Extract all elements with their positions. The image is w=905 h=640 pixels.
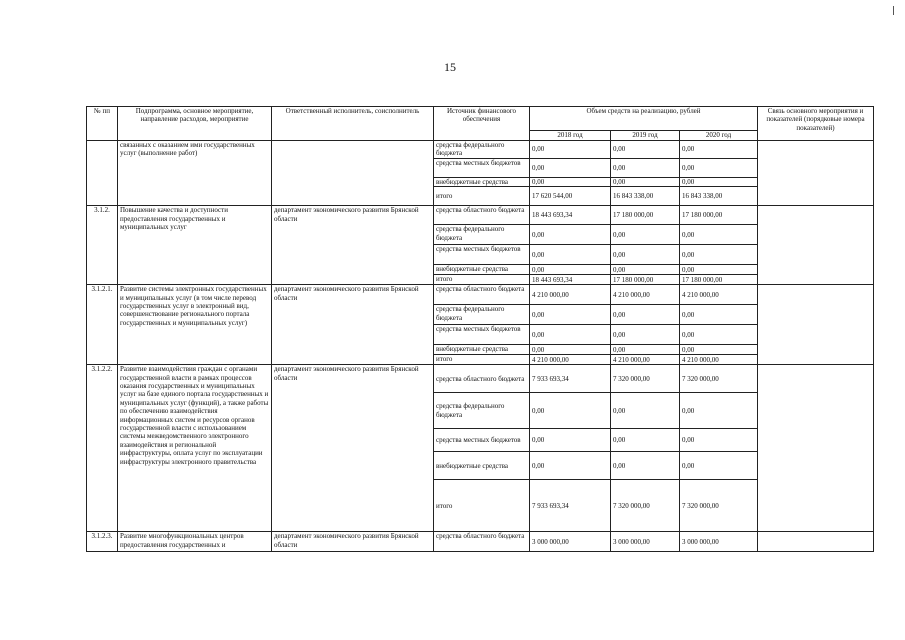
amount-2018: 0,00 [530,245,611,265]
amount-2020: 0,00 [680,393,758,429]
source-regional: средства областного бюджета [434,285,530,305]
amount-2019: 0,00 [611,429,680,452]
amount-2019: 0,00 [611,141,680,159]
amount-2020: 0,00 [680,158,758,177]
amount-2020: 0,00 [680,345,758,355]
source-regional: средства областного бюджета [434,365,530,393]
amount-2019: 4 210 000,00 [611,285,680,305]
amount-2020: 3 000 000,00 [680,532,758,552]
amount-2018: 0,00 [530,325,611,345]
header-amount: Объем средств на реализацию, рублей [530,107,758,131]
row-executor: департамент экономического развития Брянской области [272,365,434,532]
header-source: Источник финансового обеспечения [434,107,530,141]
source-local: средства местных бюджетов [434,245,530,265]
header-year-2020: 2020 год [680,131,758,141]
amount-2018: 4 210 000,00 [530,285,611,305]
amount-2020: 4 210 000,00 [680,355,758,365]
amount-2019: 0,00 [611,452,680,480]
source-federal: средства федерального бюджета [434,225,530,245]
source-total: итого [434,480,530,532]
amount-2018: 17 620 544,00 [530,187,611,206]
amount-2020: 16 843 338,00 [680,187,758,206]
row-name: связанных с оказанием ими государственных услуг (выполнение работ) [118,141,272,206]
row-name: Развитие системы электронных государственных и муниципальных услуг (в том числе перевод государственных услуг в электронный вид, совершенствование регионального портала государственных и муниципальных услуг) [118,285,272,365]
table-header-row [87,107,874,131]
header-link: Связь основного мероприятия и показателей (порядковые номера показателей) [758,107,874,141]
row-executor: департамент экономического развития Брянской области [272,532,434,552]
row-link [758,141,874,206]
amount-2018: 0,00 [530,345,611,355]
amount-2019: 17 180 000,00 [611,206,680,225]
amount-2018: 0,00 [530,452,611,480]
row-executor: департамент экономического развития Брянской области [272,206,434,285]
amount-2020: 7 320 000,00 [680,365,758,393]
amount-2018: 0,00 [530,305,611,325]
amount-2020: 0,00 [680,177,758,186]
row-link [758,206,874,285]
amount-2018: 4 210 000,00 [530,355,611,365]
amount-2020: 7 320 000,00 [680,480,758,532]
amount-2018: 3 000 000,00 [530,532,611,552]
row-num: 3.1.2.3. [87,532,118,552]
source-federal: средства федерального бюджета [434,305,530,325]
table-row [87,206,874,225]
amount-2018: 0,00 [530,393,611,429]
table-row [87,365,874,393]
amount-2019: 4 210 000,00 [611,355,680,365]
amount-2019: 0,00 [611,177,680,186]
table-row [87,532,874,552]
row-link [758,365,874,532]
table-row [87,285,874,305]
row-num: 3.1.2. [87,206,118,285]
funding-table [86,106,874,552]
header-year-2018: 2018 год [530,131,611,141]
row-executor [272,141,434,206]
amount-2020: 4 210 000,00 [680,285,758,305]
amount-2020: 0,00 [680,265,758,275]
amount-2019: 0,00 [611,305,680,325]
source-local: средства местных бюджетов [434,325,530,345]
source-local: средства местных бюджетов [434,429,530,452]
row-name: Развитие многофункциональных центров предоставления государственных и [118,532,272,552]
amount-2018: 7 933 693,34 [530,480,611,532]
row-num [87,141,118,206]
amount-2018: 0,00 [530,225,611,245]
amount-2020: 0,00 [680,141,758,159]
source-local: средства местных бюджетов [434,158,530,177]
amount-2019: 0,00 [611,245,680,265]
row-link [758,532,874,552]
amount-2019: 17 180 000,00 [611,275,680,285]
amount-2019: 0,00 [611,393,680,429]
row-executor: департамент экономического развития Брянской области [272,285,434,365]
row-link [758,285,874,365]
source-total: итого [434,187,530,206]
source-extra: внебюджетные средства [434,265,530,275]
row-name: Развитие взаимодействия граждан с органами государственной власти в рамках процессов оказания государственных и муниципальных услуг на базе единого портала государственных и муниципальных услуг (функций), а также работы по обеспечению взаимодействия информационных систем и ресурсов органов государственной власти с использованием системы межведомственного электронного взаимодействия и региональной инфраструктуры, оплата услуг по эксплуатации инфраструктуры электронного правительства [118,365,272,532]
amount-2018: 18 443 693,34 [530,206,611,225]
amount-2019: 0,00 [611,325,680,345]
amount-2019: 7 320 000,00 [611,365,680,393]
scan-edge-mark [893,6,894,15]
amount-2019: 16 843 338,00 [611,187,680,206]
page-number: 15 [444,60,456,74]
amount-2020: 0,00 [680,245,758,265]
source-total: итого [434,275,530,285]
header-year-2019: 2019 год [611,131,680,141]
header-subprogram: Подпрограмма, основное мероприятие, направление расходов, мероприятие [118,107,272,141]
amount-2020: 17 180 000,00 [680,275,758,285]
amount-2019: 0,00 [611,158,680,177]
amount-2018: 0,00 [530,158,611,177]
amount-2019: 3 000 000,00 [611,532,680,552]
amount-2019: 0,00 [611,225,680,245]
amount-2020: 0,00 [680,325,758,345]
amount-2018: 0,00 [530,177,611,186]
source-extra: внебюджетные средства [434,452,530,480]
source-federal: средства федерального бюджета [434,141,530,159]
amount-2018: 0,00 [530,141,611,159]
source-extra: внебюджетные средства [434,345,530,355]
amount-2019: 7 320 000,00 [611,480,680,532]
source-regional: средства областного бюджета [434,532,530,552]
amount-2020: 0,00 [680,225,758,245]
source-regional: средства областного бюджета [434,206,530,225]
table-row [87,141,874,159]
row-num: 3.1.2.2. [87,365,118,532]
amount-2018: 18 443 693,34 [530,275,611,285]
amount-2020: 0,00 [680,305,758,325]
amount-2018: 7 933 693,34 [530,365,611,393]
row-num: 3.1.2.1. [87,285,118,365]
amount-2020: 0,00 [680,452,758,480]
amount-2019: 0,00 [611,265,680,275]
header-num: № пп [87,107,118,141]
amount-2019: 0,00 [611,345,680,355]
row-name: Повышение качества и доступности предоставления государственных и муниципальных услуг [118,206,272,285]
amount-2018: 0,00 [530,429,611,452]
amount-2020: 17 180 000,00 [680,206,758,225]
amount-2020: 0,00 [680,429,758,452]
source-federal: средства федерального бюджета [434,393,530,429]
source-total: итого [434,355,530,365]
source-extra: внебюджетные средства [434,177,530,186]
header-executor: Ответственный исполнитель, соисполнитель [272,107,434,141]
amount-2018: 0,00 [530,265,611,275]
